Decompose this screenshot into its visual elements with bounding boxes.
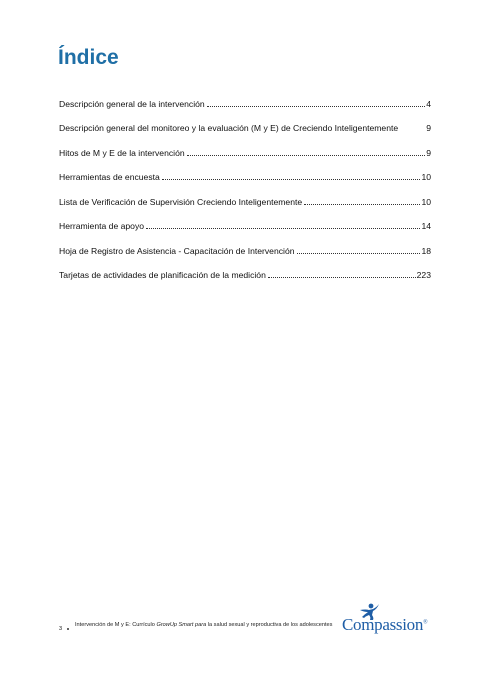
compassion-logo	[342, 603, 438, 637]
toc-entry-text: Hitos de M y E de la intervención	[59, 147, 185, 158]
footer-text-part2: la salud sexual y reproductiva de los adolescentes	[206, 622, 333, 628]
toc-leader-dots	[146, 228, 420, 229]
toc-entry-page: 10	[421, 172, 431, 182]
toc-entry-page: 9	[426, 147, 431, 158]
toc-entry-text: Descripción general de la intervención	[59, 98, 205, 109]
footer-text-italic: GrowUp Smart para	[156, 622, 207, 628]
toc-entry[interactable]	[59, 231, 431, 256]
toc-leader-dots	[187, 155, 426, 156]
toc-entry-text: Herramienta de apoyo	[59, 221, 145, 231]
footer-text	[75, 621, 335, 629]
toc-leader-dots	[268, 277, 416, 278]
toc-entry[interactable]	[59, 133, 431, 158]
toc-entry-text: Herramientas de encuesta	[59, 172, 160, 182]
toc-entry[interactable]	[59, 207, 431, 232]
toc-entry[interactable]	[59, 109, 431, 134]
toc-entry-page: 9	[426, 123, 431, 133]
toc-entry[interactable]	[59, 182, 431, 207]
toc-entry-page: 4	[426, 98, 431, 109]
toc-leader-dots	[207, 106, 426, 107]
toc-entry[interactable]	[59, 158, 431, 183]
toc-leader-dots	[304, 204, 420, 205]
logo-registered-mark: ®	[423, 619, 428, 626]
toc-entry-page: 14	[421, 221, 431, 231]
toc-leader-dots	[162, 179, 421, 180]
toc-entry[interactable]	[59, 256, 431, 281]
page-title: Índice	[58, 46, 119, 69]
table-of-contents	[59, 84, 431, 280]
toc-entry-text: Tarjetas de actividades de planificación de la medición	[59, 270, 266, 280]
logo-text: Compassion	[342, 615, 424, 634]
toc-entry-page: 18	[421, 245, 431, 256]
toc-entry-page: 10	[421, 196, 431, 207]
bullet-icon	[67, 628, 69, 630]
toc-entry-text: Lista de Verificación de Supervisión Creciendo Inteligentemente	[59, 196, 303, 207]
toc-entry-page: 223	[416, 270, 431, 280]
footer-page-number: 3	[59, 626, 63, 632]
logo-wordmark	[342, 615, 427, 635]
toc-leader-dots	[297, 253, 421, 254]
footer-text-part1: Intervención de M y E: Currículo	[75, 622, 157, 628]
toc-entry-text: Hoja de Registro de Asistencia - Capacitación de Intervención	[59, 245, 295, 256]
toc-entry-text: Descripción general del monitoreo y la evaluación (M y E) de Creciendo Inteligentemente	[59, 123, 399, 133]
toc-entry[interactable]	[59, 84, 431, 109]
